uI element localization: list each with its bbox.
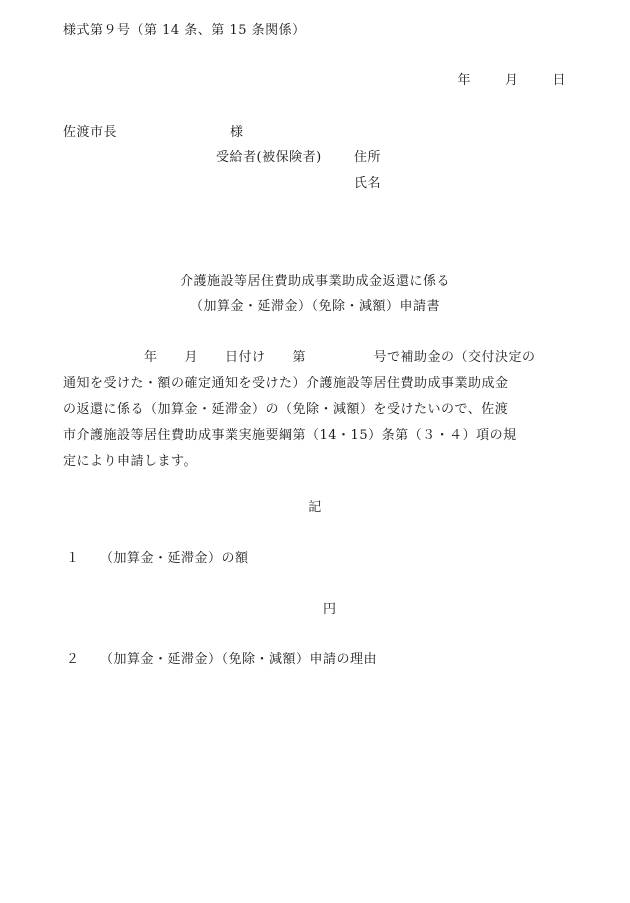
document-title-line2: （加算金・延滞金）（免除・減額）申請書 <box>189 299 440 314</box>
body-line: 年 月 日付け 第 号で補助金の（交付決定の <box>63 350 536 365</box>
applicant-label: 受給者(被保険者) <box>216 150 322 165</box>
item-number: ２ <box>66 652 80 667</box>
document-title-line1: 介護施設等居住費助成事業助成金返還に係る <box>179 274 450 289</box>
body-paragraph <box>63 345 568 475</box>
addressee-name: 佐渡市長 <box>63 125 118 140</box>
form-number: 様式第９号（第 14 条、第 15 条関係） <box>63 23 306 38</box>
date-month-label: 月 <box>504 73 519 88</box>
address-label: 住所 <box>354 150 382 165</box>
item-1 <box>66 547 249 566</box>
body-line: 定により申請します。 <box>63 454 197 469</box>
item-number: １ <box>66 551 80 566</box>
item-text: （加算金・延滞金）の額 <box>100 551 249 566</box>
item-2 <box>66 648 377 667</box>
name-label: 氏名 <box>354 176 382 191</box>
date-day-label: 日 <box>552 73 566 88</box>
date-line <box>457 69 566 88</box>
body-line: 市介護施設等居住費助成事業実施要綱第（14・15）条第（３・４）項の規 <box>63 428 517 443</box>
item-text: （加算金・延滞金）（免除・減額）申請の理由 <box>100 652 378 667</box>
body-line: の返還に係る（加算金・延滞金）の（免除・減額）を受けたいので、佐渡 <box>63 402 509 417</box>
body-line: 通知を受けた・額の確定通知を受けた）介護施設等居住費助成事業助成金 <box>63 376 509 391</box>
ki-heading: 記 <box>308 500 322 515</box>
yen-unit: 円 <box>323 602 337 617</box>
addressee-honorific: 様 <box>230 125 244 140</box>
date-year-label: 年 <box>457 73 471 88</box>
